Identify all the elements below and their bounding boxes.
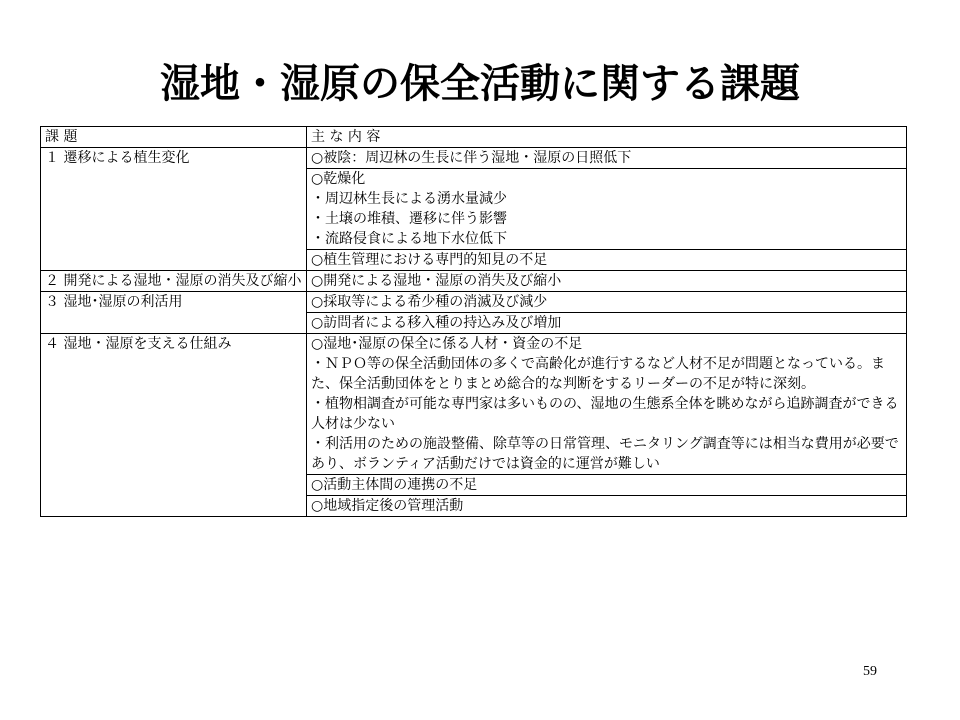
content-cell: [307, 271, 907, 292]
table-row: [41, 292, 907, 313]
content-cell: [307, 475, 907, 496]
slide-title: 湿地・湿原の保全活動に関する課題: [160, 61, 800, 107]
issue-cell: ４ 湿地・湿原を支える仕組み: [41, 334, 307, 517]
content-cell: [307, 169, 907, 250]
content-line: ○湿地･湿原の保全に係る人材・資金の不足: [311, 336, 583, 352]
issue-cell: ２ 開発による湿地・湿原の消失及び縮小: [41, 271, 307, 292]
content-line: ・利活用のための施設整備、除草等の日常管理、モニタリング調査等には相当な費用が必要であり、ボランティア活動だけでは資金的に運営が難しい: [311, 436, 899, 472]
page-number: 59: [863, 664, 877, 679]
table-row: [41, 148, 907, 169]
content-cell: [307, 496, 907, 517]
content-line: ・土壌の堆積、遷移に伴う影響: [311, 211, 507, 227]
content-cell: [307, 292, 907, 313]
issue-cell: ３ 湿地･湿原の利活用: [41, 292, 307, 334]
table-row: [41, 334, 907, 475]
content-cell: [307, 334, 907, 475]
content-line: ・周辺林生長による湧水量減少: [311, 191, 507, 207]
content-cell: [307, 313, 907, 334]
content-line: ○植生管理における専門的知見の不足: [311, 252, 548, 268]
content-line: ・流路侵食による地下水位低下: [311, 231, 507, 247]
content-line: ○開発による湿地・湿原の消失及び縮小: [311, 273, 562, 289]
header-content: 主 な 内 容: [307, 127, 907, 148]
header-issue: 課 題: [41, 127, 307, 148]
content-line: ○採取等による希少種の消滅及び減少: [311, 294, 548, 310]
content-line: ・ＮＰＯ等の保全活動団体の多くで高齢化が進行するなど人材不足が問題となっている。また、保全活動団体をとりまとめ総合的な判断をするリーダーの不足が特に深刻。: [311, 356, 885, 392]
content-cell: [307, 148, 907, 169]
content-line: ○活動主体間の連携の不足: [311, 477, 478, 493]
content-line: ○被陰：周辺林の生長に伴う湿地・湿原の日照低下: [311, 150, 632, 166]
content-line: ○乾燥化: [311, 171, 366, 187]
content-cell: [307, 250, 907, 271]
table-row: [41, 271, 907, 292]
content-line: ○訪問者による移入種の持込み及び増加: [311, 315, 562, 331]
issue-cell: １ 遷移による植生変化: [41, 148, 307, 271]
content-line: ・植物相調査が可能な専門家は多いものの、湿地の生態系全体を眺めながら追跡調査ができる人材は少ない: [311, 396, 899, 432]
table-header-row: [41, 127, 907, 148]
content-line: ○地域指定後の管理活動: [311, 498, 464, 514]
issues-table: [40, 126, 907, 517]
